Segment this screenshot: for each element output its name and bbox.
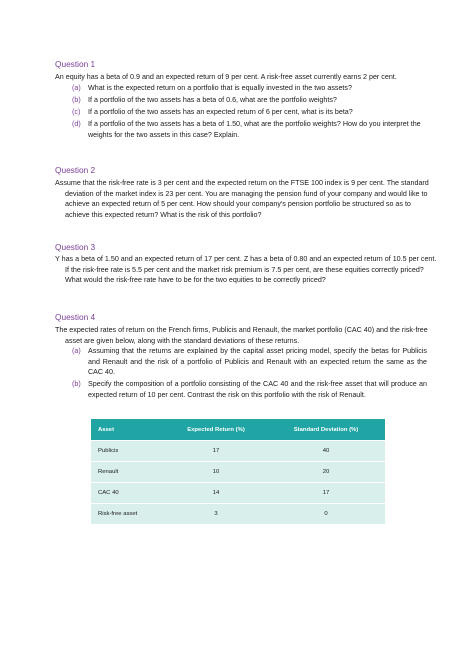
item-label: (b) <box>72 96 81 104</box>
item-label: (c) <box>72 108 81 116</box>
item-label: (a) <box>72 347 81 355</box>
item-label: (b) <box>72 380 81 388</box>
table-row <box>91 462 385 483</box>
item-text: Specify the composition of a portfolio consisting of the CAC 40 and the risk-free asset that will produce an expected return of 10 per cent. Contrast the risk on this portfolio with the risk of Renault. <box>88 380 427 399</box>
column-header-expected-return: Expected Return (%) <box>165 419 267 441</box>
cell-standard-deviation: 20 <box>267 462 385 483</box>
table-row <box>91 504 385 525</box>
cell-expected-return: 17 <box>165 441 267 462</box>
question-1-item-d <box>72 119 427 141</box>
table-row <box>91 483 385 504</box>
cell-asset: Renault <box>91 462 165 483</box>
item-label: (d) <box>72 120 81 128</box>
question-1-item-b <box>72 95 427 106</box>
cell-standard-deviation: 40 <box>267 441 385 462</box>
cell-standard-deviation: 17 <box>267 483 385 504</box>
question-3-title: Question 3 <box>55 242 96 252</box>
column-header-standard-deviation: Standard Deviation (%) <box>267 419 385 441</box>
column-header-asset: Asset <box>91 419 165 441</box>
table-header-row <box>91 419 385 441</box>
cell-expected-return: 10 <box>165 462 267 483</box>
question-3-body: Y has a beta of 1.50 and an expected return of 17 per cent. Z has a beta of 0.80 and an expected return of 10.5 per cent. If the risk-free rate is 5.5 per cent and the market risk premium is 7.5 per cent, are these equities correctly priced? What would the risk-free rate have to be for the two equities to be correctly priced? <box>55 255 437 285</box>
item-text: If a portfolio of the two assets has a beta of 1.50, what are the portfolio weights? How do you interpret the weights for the two assets in this case? Explain. <box>88 120 421 139</box>
item-text: Assuming that the returns are explained by the capital asset pricing model, specify the betas for Publicis and Renault and the risk of a portfolio of Publicis and Renault with an expected return the same as the CAC 40. <box>88 347 427 377</box>
question-2-title: Question 2 <box>55 165 96 175</box>
cell-standard-deviation: 0 <box>267 504 385 525</box>
table-row <box>91 441 385 462</box>
item-text: What is the expected return on a portfolio that is equally invested in the two assets? <box>88 84 352 92</box>
question-1-title: Question 1 <box>55 59 96 69</box>
question-4-item-b <box>72 379 427 401</box>
question-1-intro: An equity has a beta of 0.9 and an expected return of 9 per cent. A risk-free asset currently earns 2 per cent. <box>55 73 397 81</box>
item-text: If a portfolio of the two assets has an expected return of 6 per cent, what is its beta? <box>88 108 353 116</box>
cell-expected-return: 14 <box>165 483 267 504</box>
question-1-item-a <box>72 83 427 94</box>
question-4-intro: The expected rates of return on the French firms, Publicis and Renault, the market portfolio (CAC 40) and the risk-free asset are given below, along with the standard deviations of these returns. <box>55 326 428 345</box>
item-label: (a) <box>72 84 81 92</box>
question-1-item-c <box>72 107 427 118</box>
cell-expected-return: 3 <box>165 504 267 525</box>
question-4-item-a <box>72 346 427 378</box>
cell-asset: Risk-free asset <box>91 504 165 525</box>
item-text: If a portfolio of the two assets has a beta of 0.6, what are the portfolio weights? <box>88 96 337 104</box>
returns-table <box>91 419 385 524</box>
question-4-title: Question 4 <box>55 312 96 322</box>
cell-asset: CAC 40 <box>91 483 165 504</box>
cell-asset: Publicis <box>91 441 165 462</box>
question-2-body: Assume that the risk-free rate is 3 per cent and the expected return on the FTSE 100 index is 9 per cent. The standard deviation of the market index is 23 per cent. You are managing the pension fund of your company and would like to achieve an expected return of 5 per cent. How should your company's pension portfolio be structured so as to achieve this expected return? What is the risk of this portfolio? <box>55 179 429 219</box>
